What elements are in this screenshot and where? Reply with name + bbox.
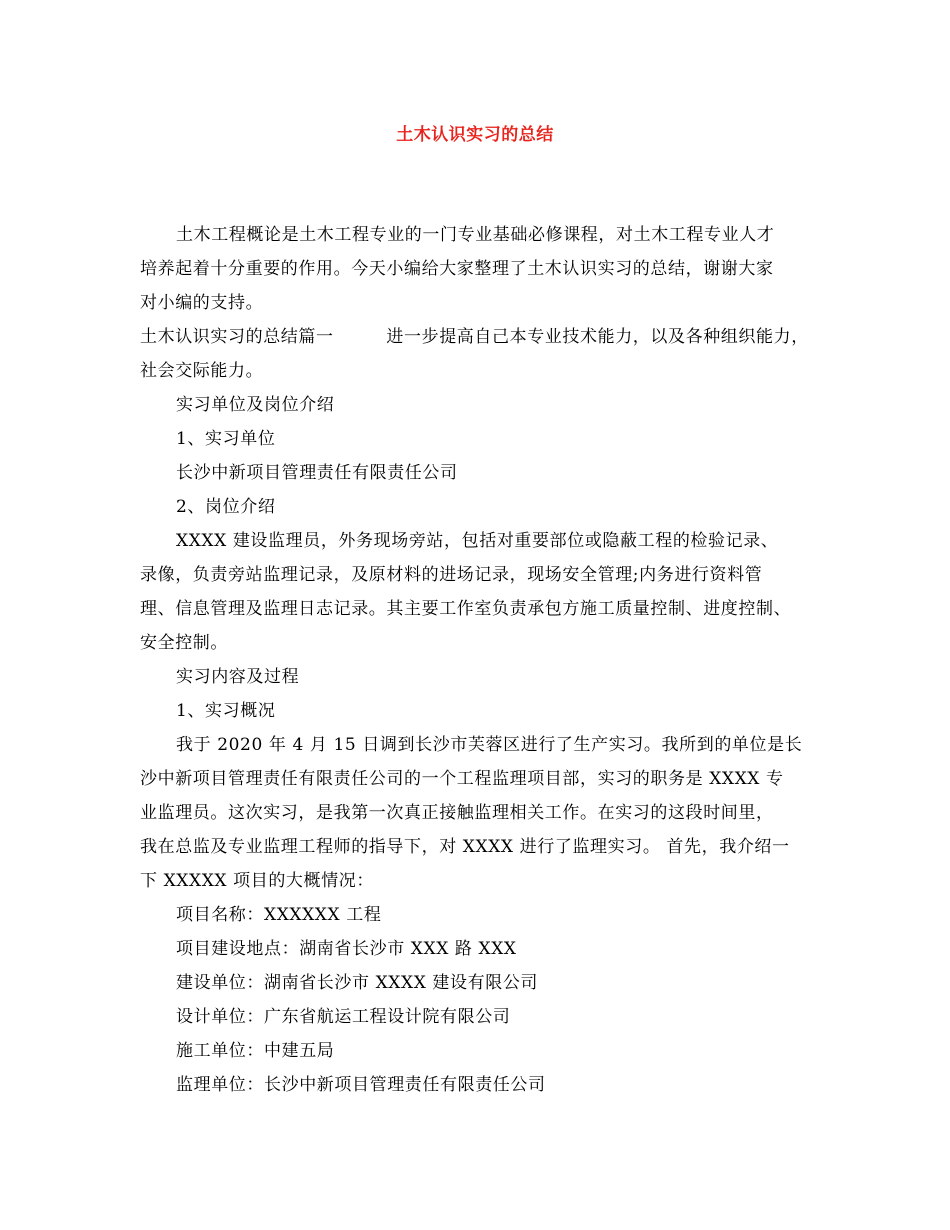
paragraph-line: XXXX 建设监理员，外务现场旁站，包括对重要部位或隐蔽工程的检验记录、 (176, 531, 779, 551)
project-info-line: 监理单位：长沙中新项目管理责任有限责任公司 (176, 1075, 546, 1095)
section-heading: 实习内容及过程 (176, 667, 300, 687)
project-info-line: 设计单位：广东省航运工程设计院有限公司 (176, 1007, 511, 1027)
paragraph-line: 理、信息管理及监理日志记录。其主要工作室负责承包方施工质量控制、进度控制、 (140, 599, 792, 619)
paragraph-line: 下 XXXXX 项目的大概情况： (140, 871, 374, 891)
paragraph-line: 录像，负责旁站监理记录，及原材料的进场记录，现场安全管理;内务进行资料管 (140, 565, 763, 585)
project-info-line: 建设单位：湖南省长沙市 XXXX 建设有限公司 (176, 973, 539, 993)
paragraph-line: 我在总监及专业监理工程师的指导下，对 XXXX 进行了监理实习。 首先，我介绍一 (140, 837, 790, 857)
paragraph-line: 我于 2020 年 4 月 15 日调到长沙市芙蓉区进行了生产实习。我所到的单位是长 (176, 735, 803, 755)
paragraph-line: 业监理员。这次实习，是我第一次真正接触监理相关工作。在实习的这段时间里， (140, 803, 774, 823)
paragraph-line: 长沙中新项目管理责任有限责任公司 (176, 463, 458, 483)
paragraph-line: 土木工程概论是土木工程专业的一门专业基础必修课程，对土木工程专业人才 (176, 225, 775, 245)
project-info-line: 项目名称：XXXXXX 工程 (176, 905, 382, 925)
paragraph-line: 培养起着十分重要的作用。今天小编给大家整理了土木认识实习的总结，谢谢大家 (140, 259, 774, 279)
project-info-line: 施工单位：中建五局 (176, 1041, 335, 1061)
project-info-line: 项目建设地点：湖南省长沙市 XXX 路 XXX (176, 939, 517, 959)
paragraph-line: 社会交际能力。 (140, 361, 264, 381)
paragraph-line: 安全控制。 (140, 633, 228, 653)
subsection-heading: 1、实习概况 (176, 701, 276, 721)
subsection-heading: 1、实习单位 (176, 429, 276, 449)
paragraph-line: 对小编的支持。 (140, 293, 264, 313)
paragraph-line: 沙中新项目管理责任有限责任公司的一个工程监理项目部，实习的职务是 XXXX 专 (140, 769, 784, 789)
subsection-heading: 2、岗位介绍 (176, 497, 276, 517)
document-title: 土木认识实习的总结 (396, 125, 554, 145)
paragraph-line: 土木认识实习的总结篇一 进一步提高自己本专业技术能力，以及各种组织能力， (140, 327, 809, 347)
section-heading: 实习单位及岗位介绍 (176, 395, 335, 415)
